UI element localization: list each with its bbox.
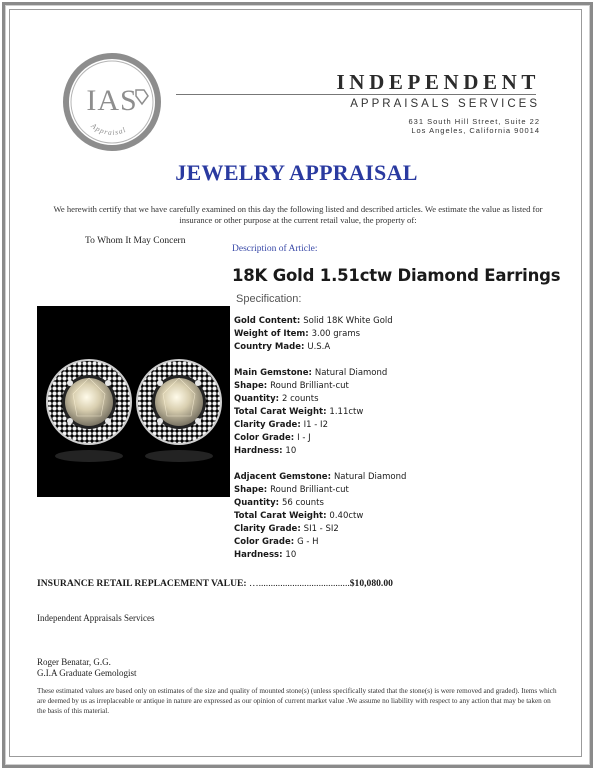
spec-main-carat: Total Carat Weight: 1.11ctw	[234, 407, 364, 417]
logo-ring-text: Appraisal	[89, 121, 128, 137]
spec-main-hardness: Hardness: 10	[234, 446, 297, 456]
spec-main-quantity: Quantity: 2 counts	[234, 394, 319, 404]
spec-adjacent-shape: Shape: Round Brilliant-cut	[234, 485, 349, 495]
spec-main-gemstone: Main Gemstone: Natural Diamond	[234, 368, 388, 378]
description-label: Description of Article:	[232, 244, 318, 254]
specification-label: Specification:	[236, 293, 302, 305]
spec-adjacent-hardness: Hardness: 10	[234, 550, 297, 560]
spec-main-clarity: Clarity Grade: I1 - I2	[234, 420, 328, 430]
spec-weight: Weight of Item: 3.00 grams	[234, 329, 361, 339]
signer-title: G.I.A Graduate Gemologist	[37, 668, 137, 678]
recipient: To Whom It May Concern	[85, 236, 186, 246]
spec-adjacent-carat: Total Carat Weight: 0.40ctw	[234, 511, 364, 521]
header-divider	[176, 94, 536, 95]
spec-gold-content: Gold Content: Solid 18K White Gold	[234, 316, 393, 326]
spec-adjacent-clarity: Clarity Grade: SI1 - SI2	[234, 524, 339, 534]
insurance-leader-dots: …......................................	[249, 578, 350, 589]
insurance-amount: $10,080.00	[349, 578, 393, 589]
spec-main-color: Color Grade: I - J	[234, 433, 311, 443]
spec-main-shape: Shape: Round Brilliant-cut	[234, 381, 349, 391]
right-earring	[137, 360, 221, 444]
disclaimer: These estimated values are based only on estimates of the size and quality of mounted stone(s) (unless specifically stated that the stone(s) is were removed and graded). Items which are deemed by us as irreplaceable or antique in nature are expressed as our opinion of current market value .We assume no liability with respect to any action that may be taken on the basis of this material.	[37, 687, 557, 715]
insurance-label: INSURANCE RETAIL REPLACEMENT VALUE:	[37, 578, 247, 589]
earrings-photo	[37, 306, 230, 497]
spec-adjacent-gemstone: Adjacent Gemstone: Natural Diamond	[234, 472, 407, 482]
item-title: 18K Gold 1.51ctw Diamond Earrings	[232, 266, 561, 285]
insurance-value-line	[37, 578, 393, 589]
spec-country: Country Made: U.S.A	[234, 342, 331, 352]
left-earring	[47, 360, 131, 444]
signer-name: Roger Benatar, G.G.	[37, 657, 111, 667]
company-name: INDEPENDENT	[336, 70, 540, 94]
ias-logo-seal	[62, 52, 162, 152]
document-title: JEWELRY APPRAISAL	[175, 160, 418, 185]
signer-company: Independent Appraisals Services	[37, 613, 155, 623]
spec-adjacent-color: Color Grade: G - H	[234, 537, 319, 547]
address-line-2: Los Angeles, California 90014	[411, 126, 540, 135]
spec-adjacent-quantity: Quantity: 56 counts	[234, 498, 324, 508]
certification-statement: We herewith certify that we have carefully examined on this day the following listed and described articles. We estimate the value as listed for insurance or other purpose at the current retail value, the property of:	[53, 204, 543, 225]
address-line-1: 631 South Hill Street, Suite 22	[408, 117, 540, 126]
logo-monogram: IAS	[86, 84, 138, 117]
company-subtitle: APPRAISALS SERVICES	[350, 98, 540, 110]
